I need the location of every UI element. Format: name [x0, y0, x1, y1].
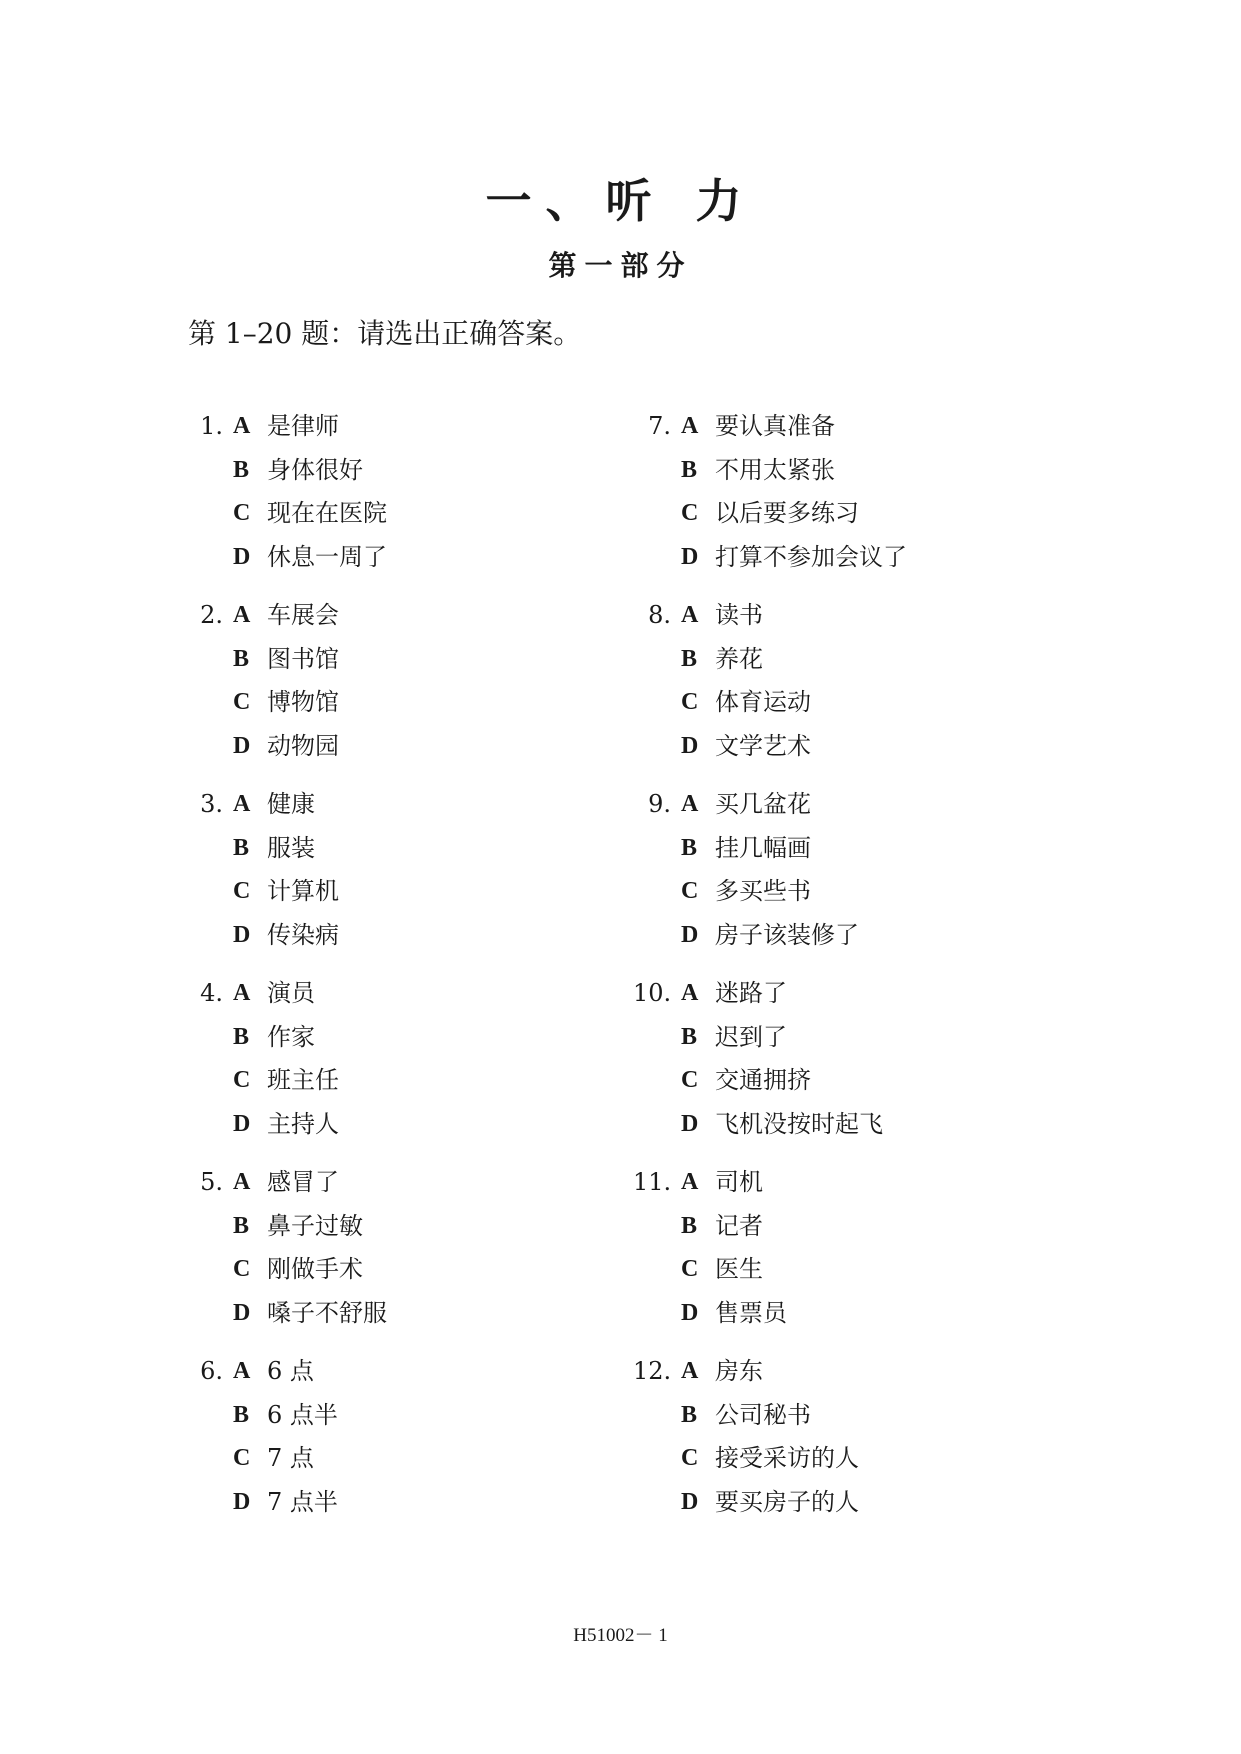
option-text: 服装: [267, 833, 315, 862]
question-number: 5.: [200, 1168, 223, 1196]
page-number: H51002－ 1: [573, 1625, 668, 1646]
option-text: 挂几幅画: [715, 833, 811, 862]
option-letter: D: [233, 1110, 251, 1137]
option-letter: D: [681, 543, 699, 570]
option-text: 公司秘书: [715, 1400, 811, 1429]
option-letter: D: [233, 921, 251, 948]
option-text: 6 点半: [267, 1400, 338, 1429]
option-letter: D: [233, 1488, 251, 1515]
option-text: 体育运动: [715, 688, 811, 716]
option-text: 7 点半: [267, 1487, 338, 1516]
question-number: 3.: [200, 790, 223, 818]
option-text: 动物园: [267, 731, 339, 760]
option-letter: C: [681, 689, 699, 715]
option-text: 打算不参加会议了: [715, 542, 907, 571]
option-letter: A: [681, 1169, 699, 1195]
option-letter: C: [681, 500, 699, 526]
option-text: 以后要多练习: [715, 499, 859, 527]
option-text: 是律师: [267, 412, 339, 440]
option-text: 演员: [267, 979, 315, 1007]
option-letter: B: [681, 645, 698, 672]
question-column-left: [185, 405, 387, 1539]
option-letter: B: [233, 834, 250, 861]
question-item: [633, 972, 907, 1146]
question-number: 2.: [200, 601, 223, 629]
option-text: 房子该装修了: [715, 920, 859, 949]
option-text: 鼻子过敏: [267, 1211, 363, 1240]
option-letter: C: [233, 878, 251, 904]
option-text: 博物馆: [267, 688, 339, 716]
question-number: 4.: [200, 979, 223, 1007]
option-letter: D: [681, 1110, 699, 1137]
question-column-right: [633, 405, 907, 1539]
question-item: [185, 972, 387, 1146]
question-number: 1.: [200, 412, 223, 440]
option-letter: A: [681, 980, 699, 1006]
question-item: [185, 594, 387, 768]
option-letter: D: [233, 1299, 251, 1326]
option-text: 飞机没按时起飞: [715, 1109, 883, 1138]
option-text: 迟到了: [715, 1022, 787, 1051]
option-letter: C: [233, 500, 251, 526]
option-text: 迷路了: [715, 979, 787, 1007]
option-text: 6 点: [267, 1357, 314, 1385]
option-text: 接受采访的人: [715, 1444, 859, 1472]
option-letter: A: [681, 1358, 699, 1384]
question-number: 6.: [200, 1357, 223, 1385]
question-item: [185, 783, 387, 957]
option-text: 休息一周了: [267, 542, 387, 571]
option-text: 身体很好: [267, 455, 363, 484]
option-letter: B: [681, 1401, 698, 1428]
option-text: 传染病: [267, 920, 339, 949]
option-letter: C: [233, 1067, 251, 1093]
option-letter: C: [233, 1256, 251, 1282]
option-text: 要买房子的人: [715, 1487, 859, 1516]
option-text: 健康: [267, 790, 315, 818]
option-letter: A: [681, 413, 699, 439]
option-text: 多买些书: [715, 877, 811, 905]
option-letter: D: [681, 732, 699, 759]
question-item: [185, 1350, 387, 1524]
option-letter: D: [681, 1299, 699, 1326]
instructions: 第 1–20 题：请选出正确答案。: [188, 317, 582, 350]
option-letter: D: [233, 543, 251, 570]
option-text: 交通拥挤: [715, 1066, 811, 1094]
option-letter: A: [681, 791, 699, 817]
option-text: 不用太紧张: [715, 455, 835, 484]
option-letter: B: [681, 1023, 698, 1050]
option-letter: C: [681, 1067, 699, 1093]
section-title: 第一部分: [548, 249, 693, 282]
question-number: 9.: [648, 790, 671, 818]
option-text: 买几盆花: [715, 790, 811, 818]
option-text: 主持人: [267, 1109, 339, 1138]
option-text: 7 点: [267, 1444, 314, 1472]
option-text: 司机: [715, 1168, 763, 1196]
option-letter: B: [681, 456, 698, 483]
option-text: 车展会: [267, 601, 339, 629]
option-text: 读书: [715, 601, 763, 629]
option-letter: D: [681, 1488, 699, 1515]
option-text: 要认真准备: [715, 412, 835, 440]
question-item: [633, 1161, 907, 1335]
option-text: 售票员: [715, 1298, 787, 1327]
question-item: [185, 405, 387, 579]
option-text: 文学艺术: [715, 731, 811, 760]
option-text: 现在在医院: [267, 499, 387, 527]
option-text: 嗓子不舒服: [267, 1298, 387, 1327]
option-letter: B: [233, 1023, 250, 1050]
option-letter: B: [681, 1212, 698, 1239]
option-letter: B: [233, 1212, 250, 1239]
question-item: [185, 1161, 387, 1335]
option-text: 养花: [715, 644, 763, 673]
option-text: 作家: [267, 1022, 315, 1051]
question-number: 11.: [633, 1168, 672, 1196]
option-letter: A: [233, 980, 251, 1006]
page-title: 一、听 力: [485, 174, 756, 228]
option-letter: A: [233, 1358, 251, 1384]
option-letter: B: [233, 456, 250, 483]
option-letter: B: [681, 834, 698, 861]
option-text: 计算机: [267, 877, 339, 905]
question-item: [633, 783, 907, 957]
option-letter: A: [681, 602, 699, 628]
option-text: 刚做手术: [267, 1255, 363, 1283]
option-letter: C: [681, 878, 699, 904]
option-text: 房东: [715, 1357, 763, 1385]
option-text: 感冒了: [267, 1168, 339, 1196]
option-letter: D: [233, 732, 251, 759]
option-text: 图书馆: [267, 644, 339, 673]
option-letter: A: [233, 791, 251, 817]
option-letter: C: [681, 1256, 699, 1282]
question-number: 8.: [648, 601, 671, 629]
option-letter: C: [681, 1445, 699, 1471]
question-item: [633, 594, 907, 768]
option-letter: B: [233, 1401, 250, 1428]
option-letter: A: [233, 602, 251, 628]
option-letter: B: [233, 645, 250, 672]
option-text: 医生: [715, 1255, 763, 1283]
option-letter: D: [681, 921, 699, 948]
question-item: [633, 405, 907, 579]
question-number: 7.: [648, 412, 671, 440]
option-letter: C: [233, 1445, 251, 1471]
question-item: [633, 1350, 907, 1524]
option-letter: A: [233, 413, 251, 439]
option-text: 记者: [715, 1211, 763, 1240]
option-text: 班主任: [267, 1066, 339, 1094]
option-letter: C: [233, 689, 251, 715]
option-letter: A: [233, 1169, 251, 1195]
question-number: 10.: [633, 979, 672, 1007]
question-number: 12.: [633, 1357, 672, 1385]
